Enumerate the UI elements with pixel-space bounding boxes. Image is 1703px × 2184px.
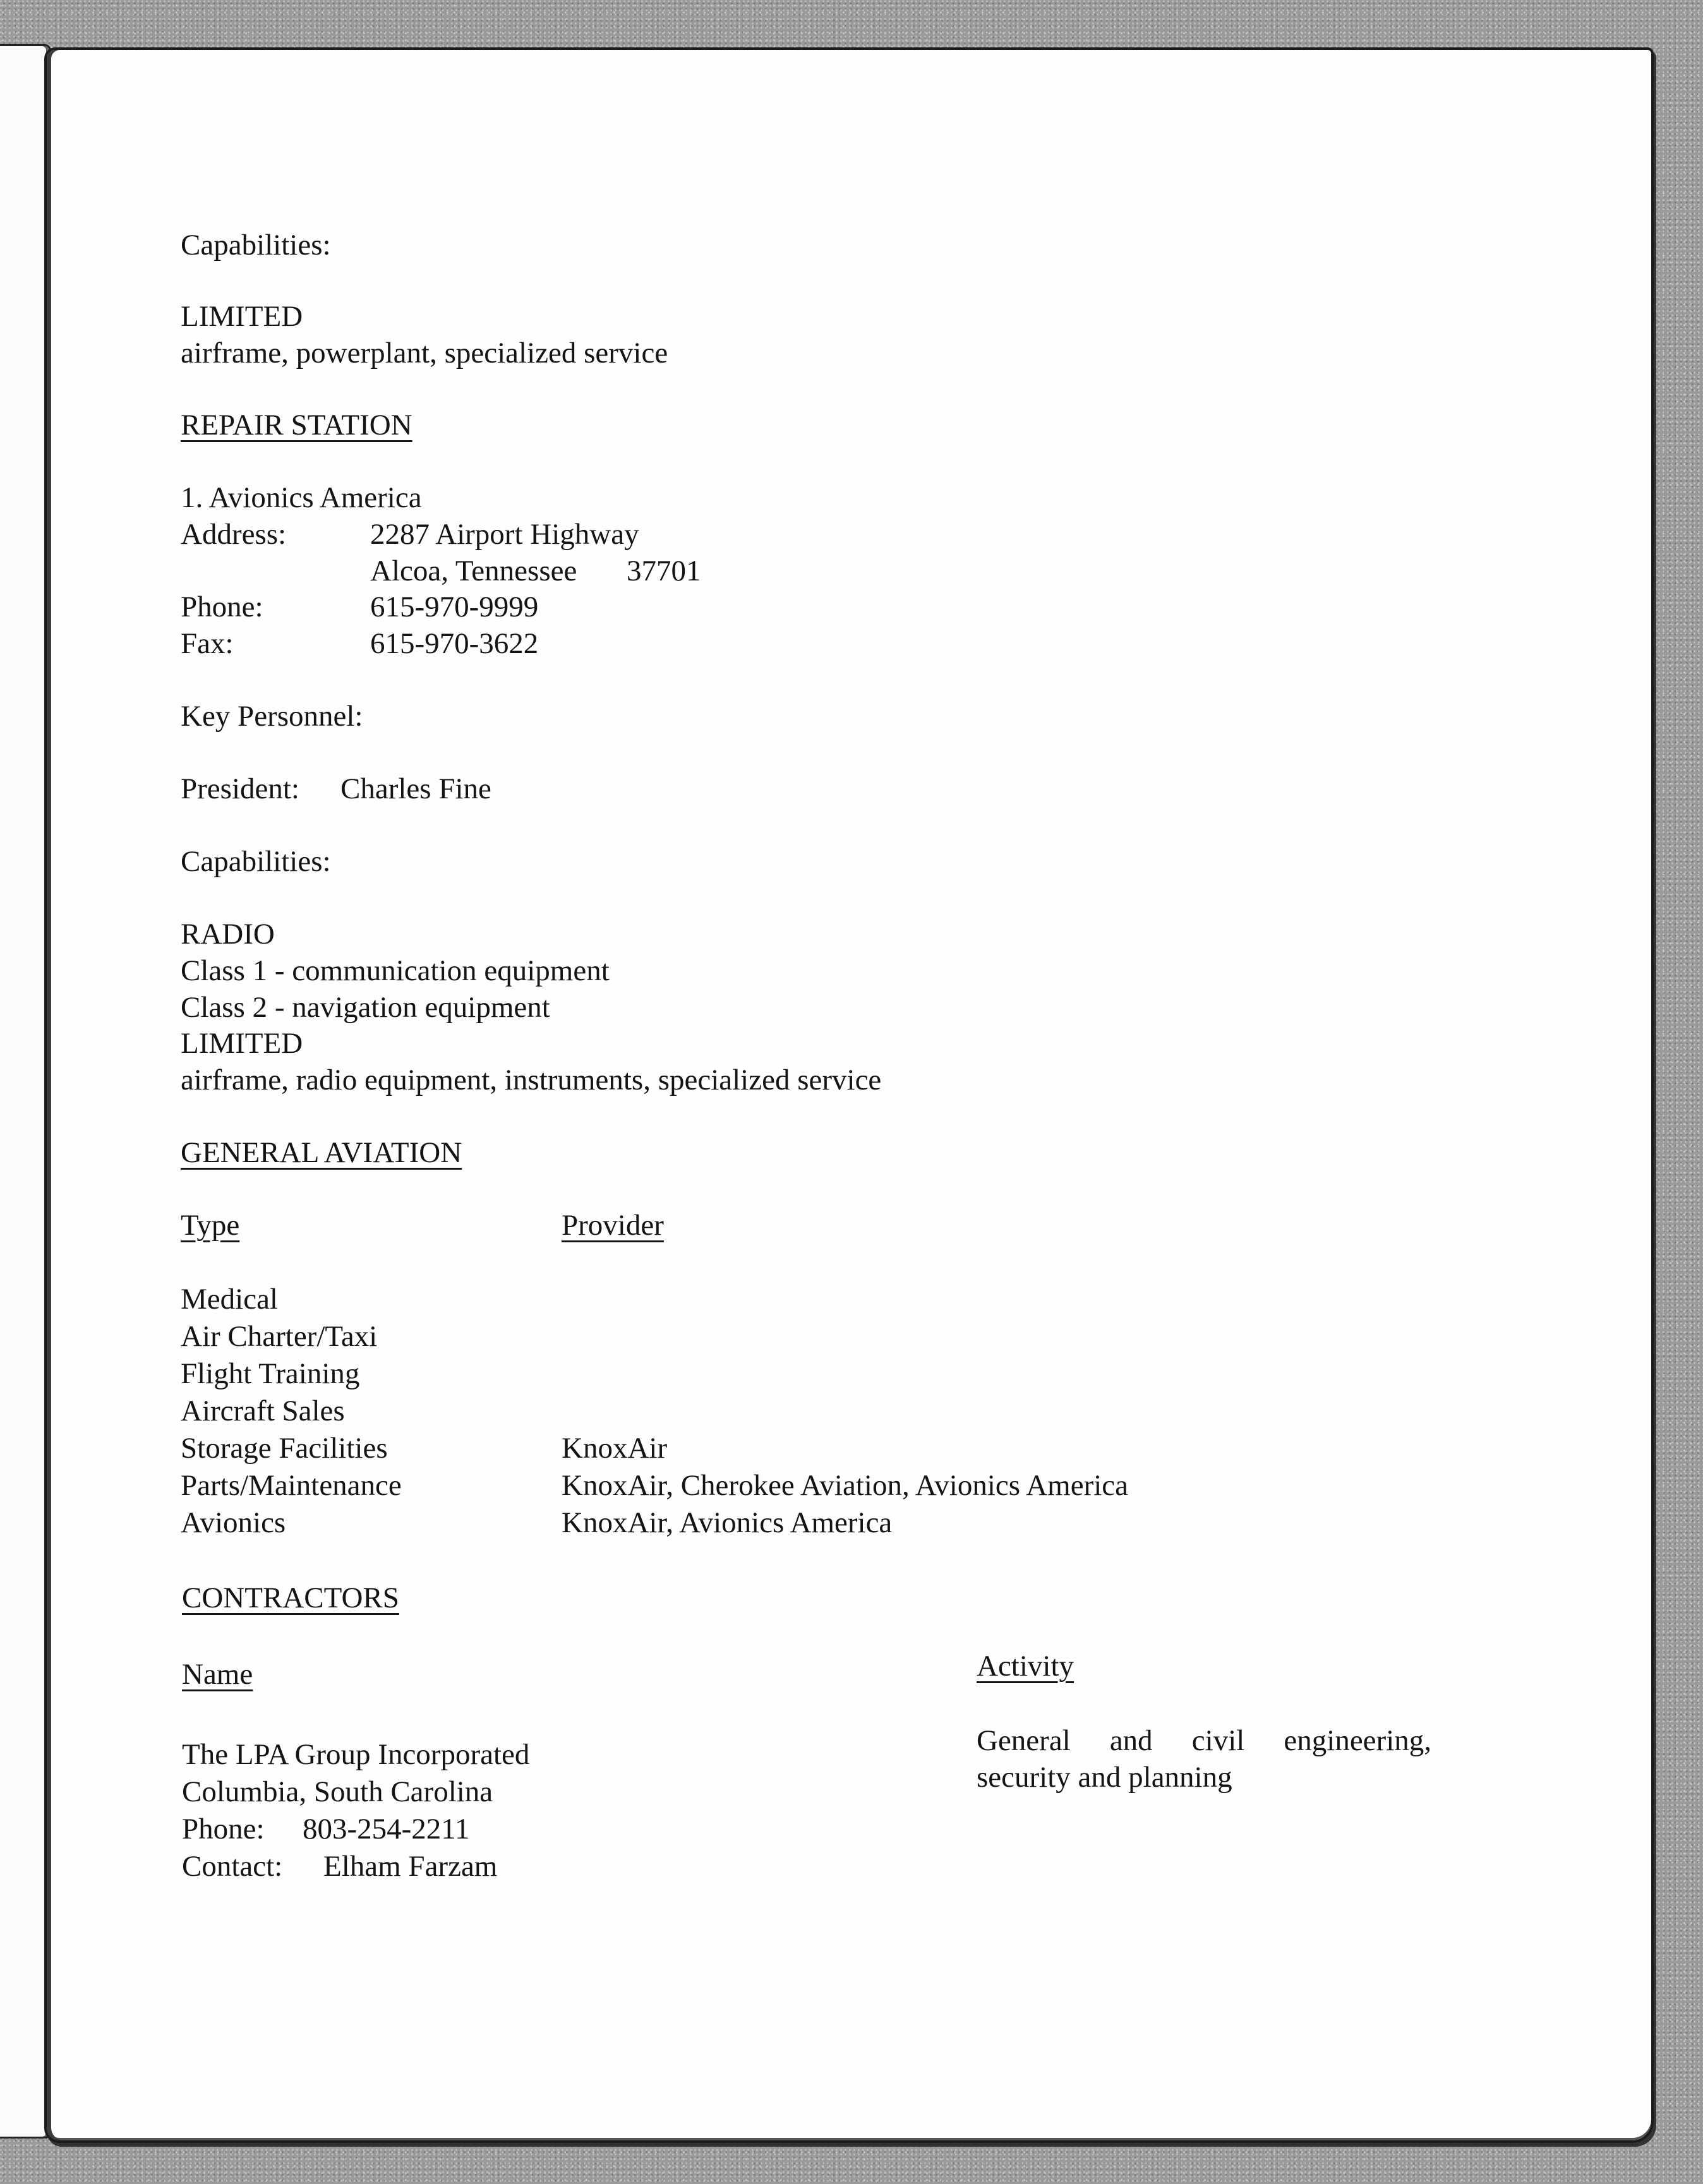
type-cell: Parts/Maintenance (181, 1469, 402, 1502)
president-label: President: (181, 772, 299, 805)
phone-value: 615-970-9999 (370, 591, 539, 623)
fax-label: Fax: (181, 627, 234, 660)
capabilities-label: Capabilities: (181, 229, 331, 261)
general-aviation-heading: GENERAL AVIATION (181, 1136, 462, 1169)
phone-label: Phone: (181, 591, 263, 623)
contractor-activity: General and civil engineering, security and planning (977, 1724, 1431, 1794)
zip-code: 37701 (627, 555, 701, 587)
activity-column-header: Activity (977, 1650, 1074, 1683)
type-column-header: Type (181, 1209, 240, 1242)
limited-label-2: LIMITED (181, 1027, 303, 1060)
address-label: Address: (181, 518, 287, 551)
address-line2: Alcoa, Tennessee (370, 555, 577, 587)
capabilities-label-2: Capabilities: (181, 845, 331, 878)
president-name: Charles Fine (340, 772, 491, 805)
contractor-location: Columbia, South Carolina (182, 1775, 493, 1808)
limited-detail-2: airframe, radio equipment, instruments, specialized service (181, 1064, 882, 1096)
limited-label: LIMITED (181, 300, 303, 333)
contractors-heading: CONTRACTORS (182, 1581, 399, 1614)
contractor-name: The LPA Group Incorporated (182, 1738, 530, 1771)
type-cell: Storage Facilities (181, 1432, 388, 1465)
repair-station-heading: REPAIR STATION (181, 409, 412, 441)
provider-cell: KnoxAir, Avionics America (562, 1506, 893, 1539)
address-line1: 2287 Airport Highway (370, 518, 639, 551)
document-page (44, 47, 1654, 2143)
contractor-phone-label: Phone: (182, 1813, 265, 1845)
provider-column-header: Provider (562, 1209, 664, 1242)
limited-detail: airframe, powerplant, specialized service (181, 337, 668, 369)
type-cell: Medical (181, 1283, 278, 1316)
fax-value: 615-970-3622 (370, 627, 539, 660)
contractor-phone: 803-254-2211 (303, 1813, 470, 1845)
type-cell: Air Charter/Taxi (181, 1320, 378, 1353)
repair-station-name: 1. Avionics America (181, 481, 422, 514)
contractor-contact: Elham Farzam (323, 1850, 498, 1883)
type-cell: Avionics (181, 1506, 286, 1539)
contractor-contact-label: Contact: (182, 1850, 283, 1883)
type-cell: Flight Training (181, 1357, 360, 1390)
provider-cell: KnoxAir, Cherokee Aviation, Avionics America (562, 1469, 1129, 1502)
provider-cell: KnoxAir (562, 1432, 668, 1465)
facing-page-edge (0, 44, 51, 2139)
type-cell: Aircraft Sales (181, 1395, 345, 1427)
class1-line: Class 1 - communication equipment (181, 954, 610, 987)
radio-label: RADIO (181, 918, 275, 951)
key-personnel-label: Key Personnel: (181, 700, 363, 733)
class2-line: Class 2 - navigation equipment (181, 991, 550, 1024)
name-column-header: Name (182, 1658, 253, 1691)
